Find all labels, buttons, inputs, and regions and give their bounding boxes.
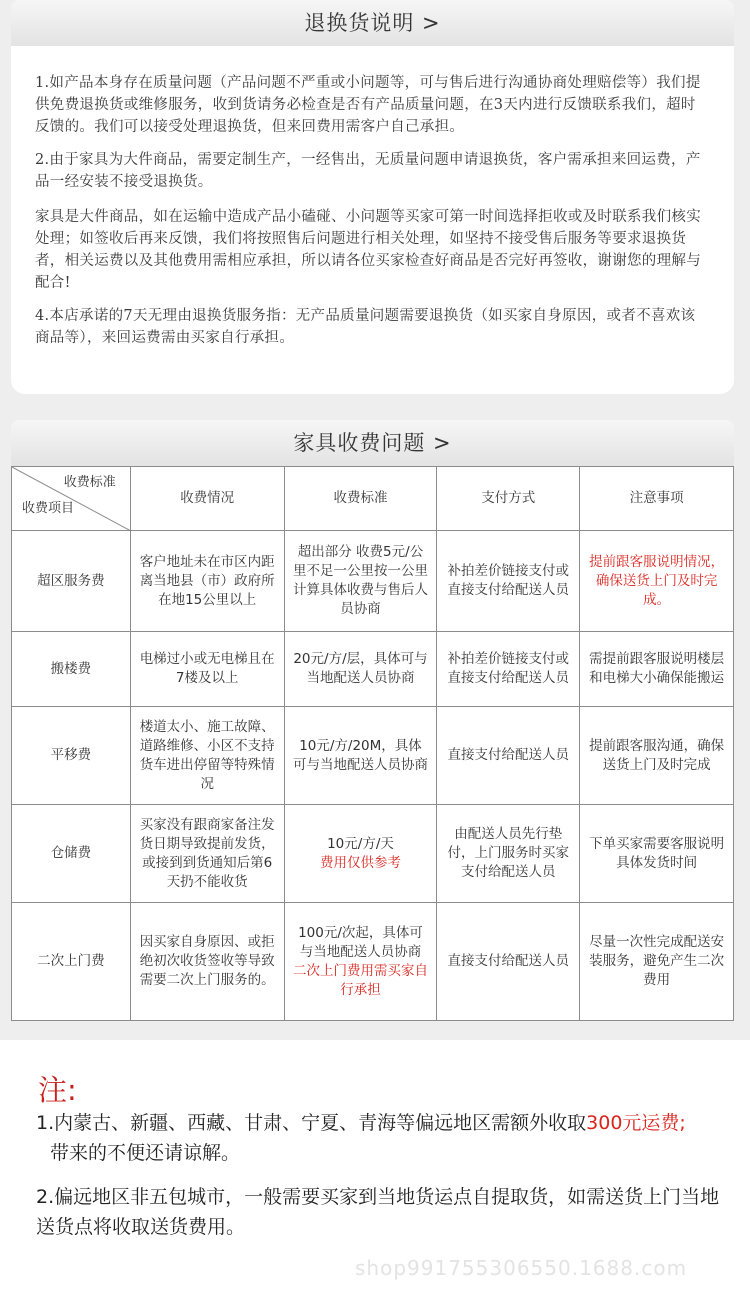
fee-notice: 尽量一次性完成配送安装服务，避免产生二次费用	[580, 903, 734, 1021]
fee-payment: 直接支付给配送人员	[437, 707, 580, 805]
note-item-2: 2.偏远地区非五包城市，一般需要买家到当地货运点自提取货，如需送货上门当地送货点将收取送货费用。	[36, 1186, 720, 1238]
fee-item: 超区服务费	[12, 531, 131, 632]
fee-standard: 超出部分 收费5元/公里不足一公里按一公里计算具体收费与售后人员协商	[284, 531, 437, 632]
note-item-1	[36, 1108, 726, 1168]
fee-item: 二次上门费	[12, 903, 131, 1021]
fee-payment: 由配送人员先行垫付，上门服务时买家支付给配送人员	[437, 805, 580, 903]
column-header: 收费情况	[130, 467, 284, 531]
fee-standard-cell	[284, 903, 437, 1021]
fee-notice: 需提前跟客服说明楼层和电梯大小确保能搬运	[580, 632, 734, 707]
column-header: 支付方式	[437, 467, 580, 531]
fee-standard: 10元/方/20M，具体可与当地配送人员协商	[284, 707, 437, 805]
fee-standard-cell	[284, 805, 437, 903]
returns-content	[11, 46, 734, 394]
table-row	[12, 531, 734, 632]
returns-header: 退换货说明 >	[11, 0, 734, 46]
fees-table	[11, 466, 734, 1021]
notes-title: 注:	[38, 1073, 77, 1107]
returns-paragraph-2: 2.由于家具为大件商品，需要定制生产，一经售出，无质量问题申请退换货，客户需承担来回运费，产品一经安装不接受退换货。	[35, 152, 701, 190]
fee-notice: 提前跟客服沟通，确保送货上门及时完成	[580, 707, 734, 805]
table-header-row	[12, 467, 734, 531]
fee-item: 平移费	[12, 707, 131, 805]
fee-situation: 因买家自身原因、或拒绝初次收货签收等导致需要二次上门服务的。	[130, 903, 284, 1021]
fee-notice: 下单买家需要客服说明具体发货时间	[580, 805, 734, 903]
fee-standard: 100元/次起，具体可与当地配送人员协商	[298, 924, 423, 960]
fee-standard: 20元/方/层，具体可与当地配送人员协商	[284, 632, 437, 707]
fee-payment: 补拍差价链接支付或直接支付给配送人员	[437, 531, 580, 632]
returns-paragraph-3: 家具是大件商品，如在运输中造成产品小磕碰、小问题等买家可第一时间选择拒收或及时联系我们核实处理；如签收后再来反馈，我们将按照售后问题进行相关处理，如坚持不接受售后服务等要求退换货者，相关运费以及其他费用需相应承担，所以请各位买家检查好商品是否完好再签收，谢谢您的理解与配合!	[35, 209, 701, 291]
returns-paragraph-1: 1.如产品本身存在质量问题（产品问题不严重或小问题等，可与售后进行沟通协商处理赔偿等）我们提供免费退换货或维修服务，收到货请务必检查是否有产品质量问题，在3天内进行反馈联系我们，超时反馈的。我们可以接受处理退换货，但来回费用需客户自己承担。	[35, 75, 701, 135]
note-1-text: 1.内蒙古、新疆、西藏、甘肃、宁夏、青海等偏远地区需额外收取	[36, 1112, 587, 1134]
column-header: 注意事项	[580, 467, 734, 531]
column-header: 收费标准	[284, 467, 437, 531]
note-1-fee: 300元运费;	[586, 1112, 686, 1134]
fee-situation: 买家没有跟商家备注发货日期导致提前发货，或接到到货通知后第6天扔不能收货	[130, 805, 284, 903]
note-1-apology: 带来的不便还请谅解。	[50, 1142, 241, 1164]
fee-payment: 直接支付给配送人员	[437, 903, 580, 1021]
fee-situation: 客户地址未在市区内距离当地县（市）政府所在地15公里以上	[130, 531, 284, 632]
table-row	[12, 805, 734, 903]
table-row	[12, 632, 734, 707]
returns-paragraph-4: 4.本店承诺的7天无理由退换货服务指：无产品质量问题需要退换货（如买家自身原因，或者不喜欢该商品等），来回运费需由买家自行承担。	[35, 308, 696, 346]
fee-notice: 提前跟客服说明情况，确保送货上门及时完成。	[580, 531, 734, 632]
fee-situation: 楼道太小、施工故障、道路维修、小区不支持货车进出停留等特殊情况	[130, 707, 284, 805]
table-row	[12, 707, 734, 805]
fee-standard: 10元/方/天	[327, 835, 394, 852]
table-row	[12, 903, 734, 1021]
fees-header: 家具收费问题 >	[11, 420, 734, 466]
fee-standard-note: 费用仅供参考	[319, 854, 401, 871]
watermark: shop991755306550.1688.com	[355, 1256, 688, 1280]
fee-item: 仓储费	[12, 805, 131, 903]
corner-label-standard: 收费标准	[63, 475, 116, 490]
fee-standard-note: 二次上门费用需买家自行承担	[292, 962, 428, 998]
corner-label-item: 收费项目	[22, 501, 75, 516]
fee-item: 搬楼费	[12, 632, 131, 707]
fee-situation: 电梯过小或无电梯且在7楼及以上	[130, 632, 284, 707]
corner-cell	[12, 467, 131, 531]
fee-payment: 补拍差价链接支付或直接支付给配送人员	[437, 632, 580, 707]
